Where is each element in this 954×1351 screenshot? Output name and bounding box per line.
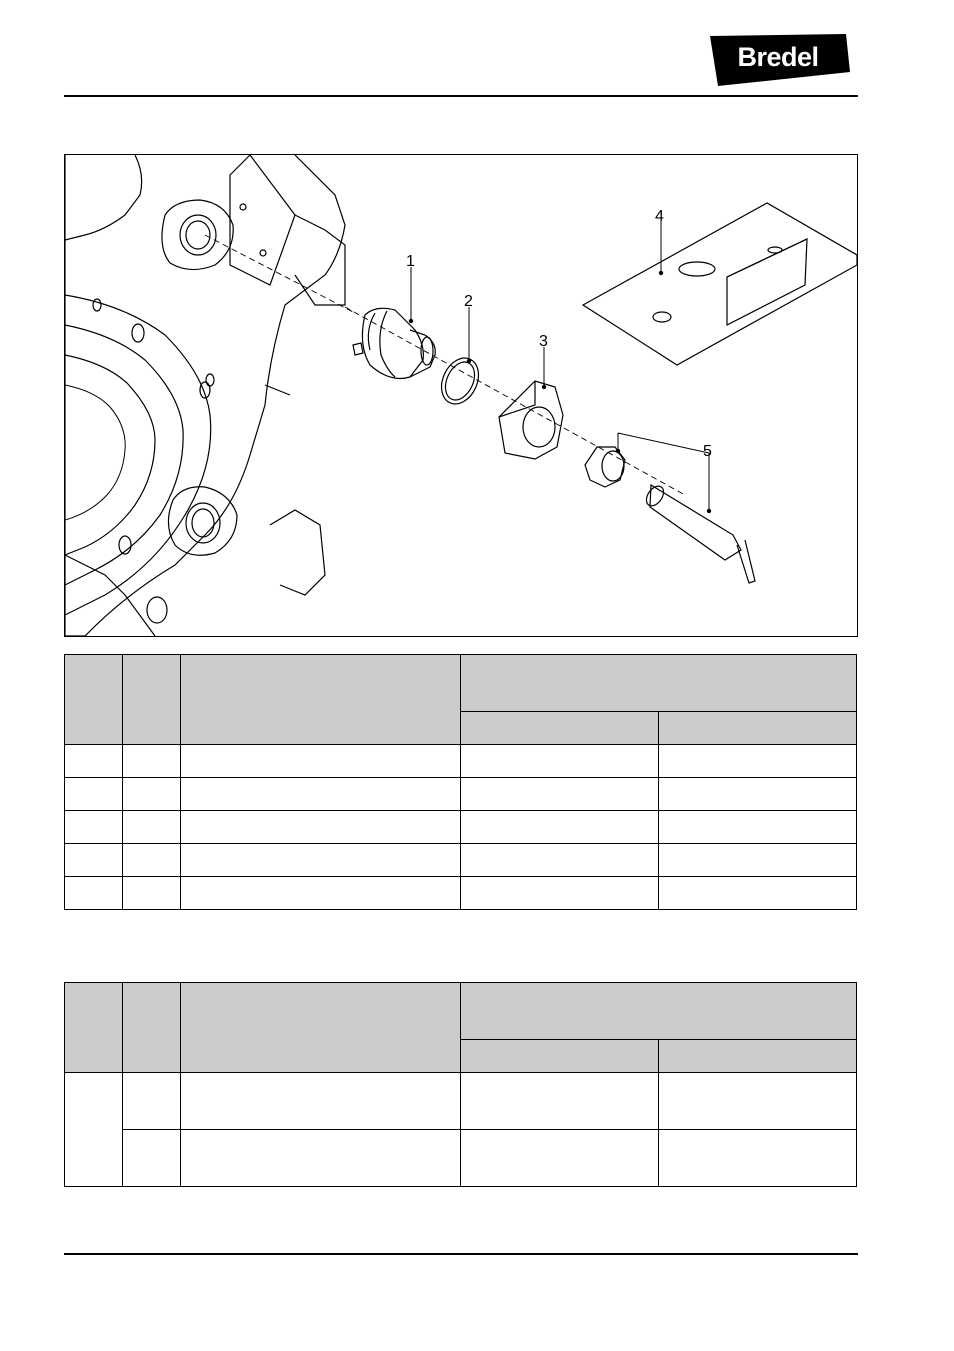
parts-table-1	[64, 654, 857, 910]
table-row	[65, 745, 857, 778]
table2-header-cell	[65, 983, 123, 1073]
brand-logo	[706, 34, 850, 86]
callout-2: 2	[464, 293, 473, 310]
table2-subheader-cell	[461, 1040, 659, 1073]
callout-5: 5	[703, 443, 712, 460]
callout-4: 4	[655, 208, 664, 225]
part-5-pin	[643, 483, 755, 583]
table-row	[65, 778, 857, 811]
table1-header-cell	[65, 655, 123, 745]
table1-header-cell	[181, 655, 461, 745]
table-row	[65, 811, 857, 844]
table-row	[65, 1073, 857, 1130]
table2-subheader-cell	[659, 1040, 857, 1073]
callout-1: 1	[406, 253, 415, 270]
part-3-block	[499, 381, 563, 459]
table1-subheader-cell	[461, 712, 659, 745]
table-row	[65, 1130, 857, 1187]
part-4-plate	[583, 203, 857, 365]
exploded-view-figure	[64, 154, 858, 637]
exploded-view-drawing	[65, 155, 857, 636]
table-row	[65, 844, 857, 877]
logo-text: Bredel	[737, 41, 819, 72]
table1-header-cell	[123, 655, 181, 745]
table2-header-cell	[461, 983, 857, 1040]
table-row	[65, 877, 857, 910]
parts-table-2	[64, 982, 857, 1187]
part-1-plug	[353, 308, 435, 378]
callout-3: 3	[539, 333, 548, 350]
table1-subheader-cell	[659, 712, 857, 745]
table2-header-cell	[123, 983, 181, 1073]
footer-rule	[64, 1253, 858, 1255]
header-rule	[64, 95, 858, 97]
pump-housing	[65, 155, 345, 636]
table2-header-cell	[181, 983, 461, 1073]
table1-header-cell	[461, 655, 857, 712]
part-5-nut	[585, 447, 625, 487]
